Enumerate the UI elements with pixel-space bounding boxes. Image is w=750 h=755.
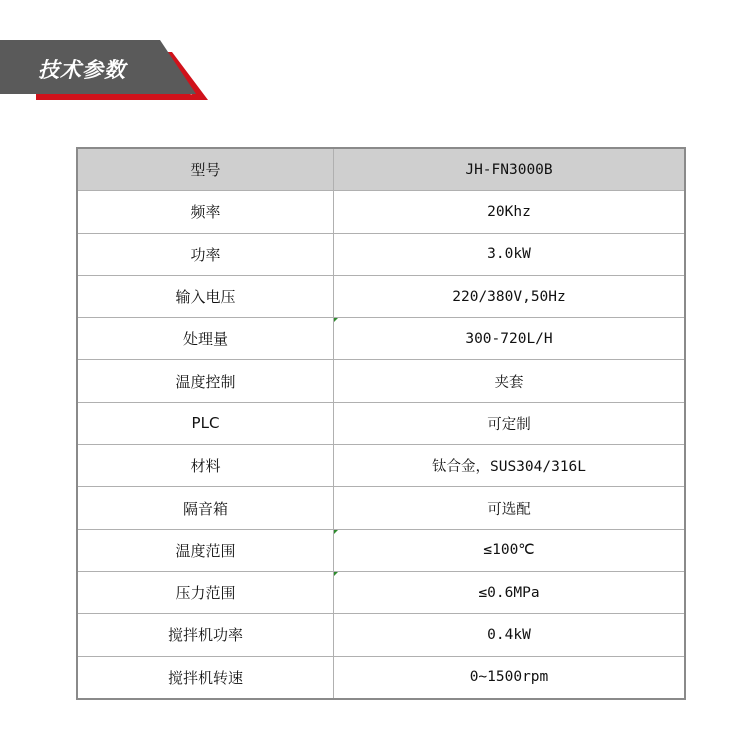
row-value-text: ≤0.6MPa (478, 584, 540, 601)
table-row (77, 318, 685, 360)
row-value-text: ≤100℃ (483, 542, 535, 559)
table-row (77, 445, 685, 487)
table-row (77, 614, 685, 656)
row-value: 0~1500rpm (334, 656, 686, 699)
row-value: 夹套 (334, 360, 686, 402)
row-label: 隔音箱 (77, 487, 334, 529)
row-value (334, 571, 686, 613)
table-row (77, 529, 685, 571)
header-value-cell: JH-FN3000B (334, 148, 686, 191)
row-label: 处理量 (77, 318, 334, 360)
row-value: 220/380V,50Hz (334, 275, 686, 317)
section-banner (0, 40, 215, 102)
table-row (77, 360, 685, 402)
row-value: 0.4kW (334, 614, 686, 656)
table-row (77, 275, 685, 317)
row-value (334, 529, 686, 571)
row-value: 可定制 (334, 402, 686, 444)
table-row (77, 402, 685, 444)
row-value-text: 300-720L/H (465, 330, 553, 347)
cell-marker (334, 318, 338, 322)
row-label: 搅拌机转速 (77, 656, 334, 699)
cell-marker (334, 530, 338, 534)
table-row (77, 571, 685, 613)
row-label: 功率 (77, 233, 334, 275)
spec-table (76, 147, 686, 700)
row-label: PLC (77, 402, 334, 444)
row-value: 3.0kW (334, 233, 686, 275)
table-row (77, 233, 685, 275)
table-row (77, 191, 685, 233)
row-label: 频率 (77, 191, 334, 233)
row-label: 材料 (77, 445, 334, 487)
row-label: 温度控制 (77, 360, 334, 402)
cell-marker (334, 572, 338, 576)
row-label: 压力范围 (77, 571, 334, 613)
row-label: 输入电压 (77, 275, 334, 317)
section-title: 技术参数 (38, 58, 126, 82)
table-header-row (77, 148, 685, 191)
table-row (77, 487, 685, 529)
row-label: 搅拌机功率 (77, 614, 334, 656)
row-value: 可选配 (334, 487, 686, 529)
row-value (334, 318, 686, 360)
row-value: 20Khz (334, 191, 686, 233)
row-value: 钛合金，SUS304/316L (334, 445, 686, 487)
header-label-cell: 型号 (77, 148, 334, 191)
table-row (77, 656, 685, 699)
row-label: 温度范围 (77, 529, 334, 571)
